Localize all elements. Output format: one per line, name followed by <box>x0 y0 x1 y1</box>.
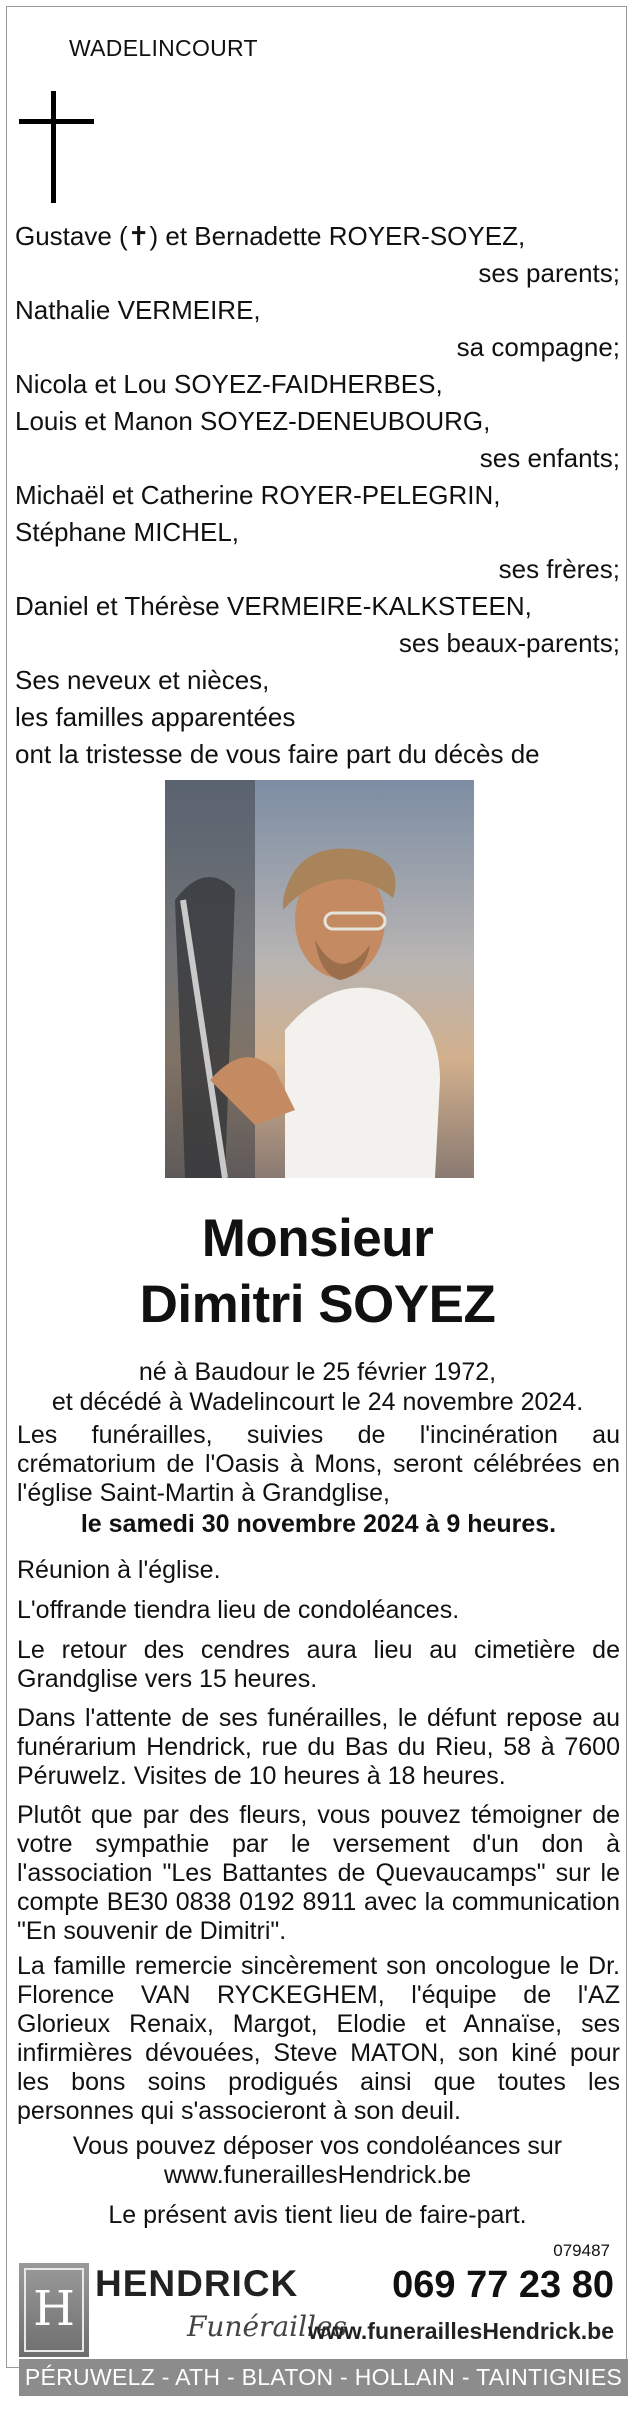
family-list <box>15 218 620 773</box>
relation-label: ses frères; <box>498 554 620 584</box>
reference-number: 079487 <box>553 2241 610 2260</box>
deceased-name: Dimitri SOYEZ <box>139 1275 496 1334</box>
family-member-line: Ses neveux et nièces, <box>15 665 270 695</box>
footer-website[interactable]: www.funeraillesHendrick.be <box>308 2318 614 2344</box>
death-line: et décédé à Wadelincourt le 24 novembre 2024. <box>51 1388 584 1416</box>
family-member-line: Gustave (✝) et Bernadette ROYER-SOYEZ, <box>15 221 526 251</box>
donation-paragraph: Plutôt que par des fleurs, vous pouvez témoigner de votre sympathie par le versement d'un don à l'association "Les Battantes de Quevaucamps" sur le compte BE30 0838 0192 8911 avec la communication "En souvenir de Dimitri". <box>17 1801 620 1945</box>
funeral-date: le samedi 30 novembre 2024 à 9 heures. <box>80 1510 557 1538</box>
family-member-line: Stéphane MICHEL, <box>15 517 240 547</box>
cendres-paragraph: Le retour des cendres aura lieu au cimetière de Grandglise vers 15 heures. <box>17 1636 620 1693</box>
towns-bar: PÉRUWELZ - ATH - BLATON - HOLLAIN - TAINTIGNIES <box>19 2359 628 2396</box>
town-header: WADELINCOURT <box>69 35 258 61</box>
faire-part-line: Le présent avis tient lieu de faire-part. <box>108 2201 527 2229</box>
family-member-line: Nicola et Lou SOYEZ-FAIDHERBES, <box>15 369 443 399</box>
relation-label: sa compagne; <box>456 332 620 362</box>
condolences-line: Vous pouvez déposer vos condoléances sur <box>72 2132 563 2160</box>
reunion-line: Réunion à l'église. <box>17 1556 221 1584</box>
family-member-line: Nathalie VERMEIRE, <box>15 295 261 325</box>
offrande-line: L'offrande tiendra lieu de condoléances. <box>17 1596 460 1624</box>
family-member-line: Michaël et Catherine ROYER-PELEGRIN, <box>15 480 501 510</box>
relation-label: ses beaux-parents; <box>398 628 620 658</box>
brand-name: HENDRICK <box>95 2263 299 2304</box>
funeral-paragraph: Les funérailles, suivies de l'incinération au crématorium de l'Oasis à Mons, seront célébrées en l'église Saint-Martin à Grandglise, <box>17 1421 620 1507</box>
family-member-line: Louis et Manon SOYEZ-DENEUBOURG, <box>15 406 491 436</box>
thanks-paragraph: La famille remercie sincèrement son oncologue le Dr. Florence VAN RYCKEGHEM, l'équipe de l'AZ Glorieux Renaix, Margot, Elodie et Annaïse, ses infirmières dévouées, Steve MATON, son kiné pour les bons soins prodigués ainsi que toutes les personnes qui s'associeront à son deuil. <box>17 1952 620 2125</box>
svg-text:H: H <box>33 2281 75 2337</box>
relation-label: ses enfants; <box>479 443 620 473</box>
brand-subtitle: Funérailles <box>187 2310 347 2343</box>
condolences-website[interactable]: www.funeraillesHendrick.be <box>163 2161 472 2189</box>
portrait-photo <box>165 780 474 1178</box>
relation-label: ses parents; <box>478 258 620 288</box>
funeral-home-banner <box>19 2263 628 2410</box>
birth-line: né à Baudour le 25 février 1972, <box>138 1358 497 1386</box>
deceased-title: Monsieur <box>201 1209 434 1268</box>
hendrick-logo-icon <box>19 2263 89 2357</box>
repose-paragraph: Dans l'attente de ses funérailles, le défunt repose au funérarium Hendrick, rue du Bas du Rieu, 58 à 7600 Péruwelz. Visites de 10 heures à 18 heures. <box>17 1704 620 1790</box>
phone-number[interactable]: 069 77 23 80 <box>392 2264 614 2306</box>
obituary-page <box>6 6 627 2390</box>
family-member-line: ont la tristesse de vous faire part du décès de <box>15 739 540 769</box>
family-member-line: Daniel et Thérèse VERMEIRE-KALKSTEEN, <box>15 591 532 621</box>
family-member-line: les familles apparentées <box>15 702 296 732</box>
